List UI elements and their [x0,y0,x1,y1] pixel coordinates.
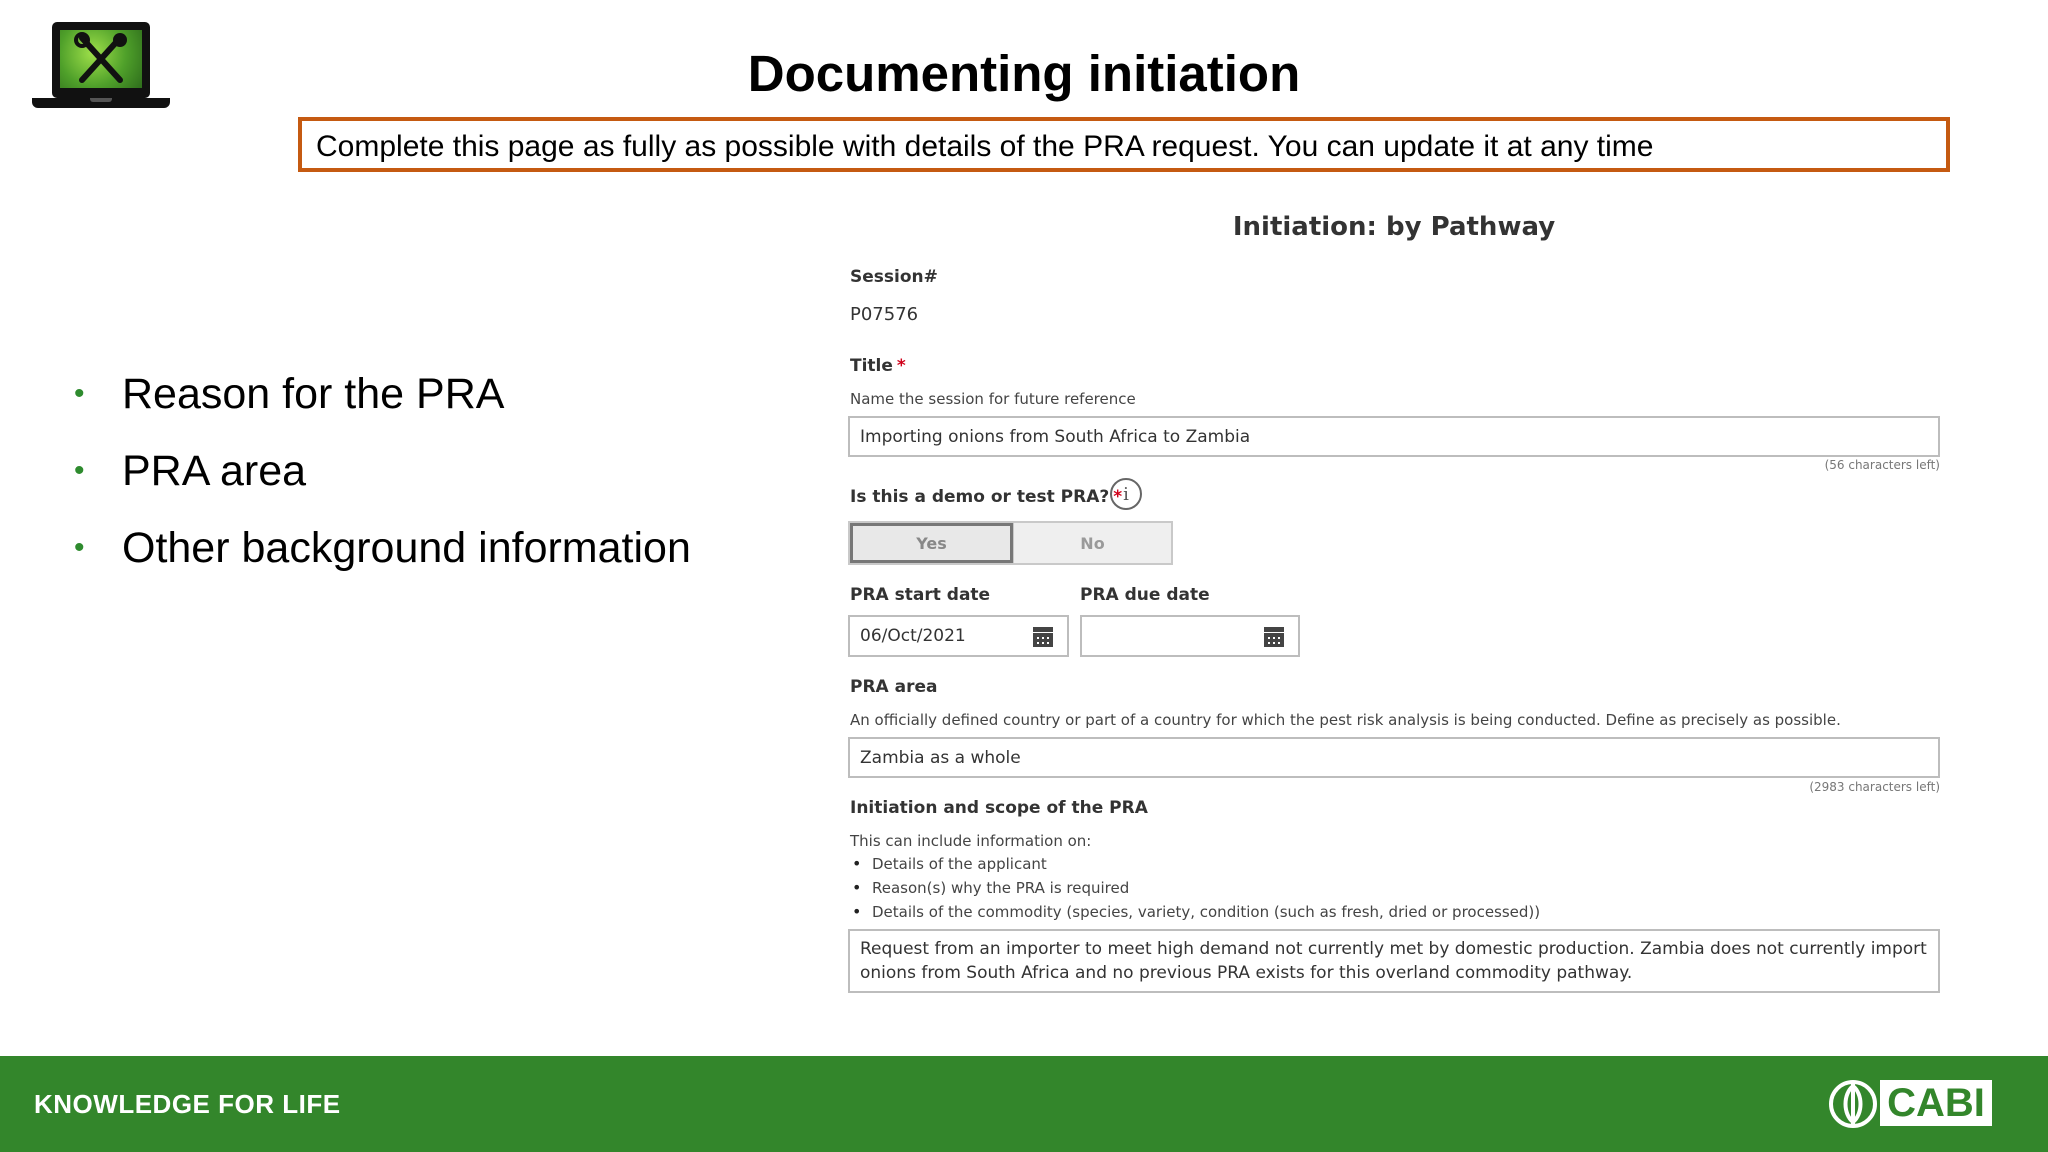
title-hint: Name the session for future reference [850,390,1136,408]
bullet-item [74,522,691,599]
session-label: Session# [850,267,938,287]
demo-label-text: Is this a demo or test PRA? [850,487,1110,507]
cabi-logo [1828,1080,1992,1128]
area-input[interactable] [848,737,1940,778]
title-char-count: (56 characters left) [1824,458,1940,472]
bullet-dot: • [74,531,85,564]
bullet-dot: • [74,454,85,487]
area-label: PRA area [850,677,938,697]
instruction-callout: Complete this page as fully as possible with details of the PRA request. You can update it at any time [298,117,1950,172]
bullet-item [74,445,691,522]
required-marker: * [896,356,906,376]
start-date-label: PRA start date [850,585,991,605]
session-value: P07576 [850,304,919,325]
calendar-icon[interactable] [1264,625,1284,647]
slide-title: Documenting initiation [747,45,1301,102]
scope-textarea[interactable]: Request from an importer to meet high demand not currently met by domestic production. Zambia does not currently import onions from South Africa and no previous PRA exists for this overland commodity pathway. [848,929,1940,993]
bullet-list [74,368,691,599]
start-date-value: 06/Oct/2021 [860,626,966,646]
due-date-label: PRA due date [1080,585,1210,605]
info-icon[interactable]: i [1110,478,1142,510]
bullet-text: PRA area [122,447,307,495]
required-marker: * [1113,487,1123,507]
bullet-dot: • [74,377,85,410]
demo-label [850,487,1122,507]
scope-list [850,852,1540,924]
demo-yes-button[interactable]: Yes [850,523,1013,563]
bullet-text: Other background information [122,524,691,572]
title-label-text: Title [850,356,893,376]
area-input-value: Zambia as a whole [860,747,1021,768]
bullet-text: Reason for the PRA [122,370,505,418]
bullet-item [74,368,691,445]
start-date-input[interactable] [848,615,1069,657]
cabi-mark-icon [1828,1080,1878,1128]
scope-hint: This can include information on: [850,832,1092,850]
initiation-form [848,200,1940,1000]
scope-item: • Reason(s) why the PRA is required [850,876,1540,900]
scope-item: • Details of the commodity (species, variety, condition (such as fresh, dried or processed)) [850,900,1540,924]
title-label [850,356,906,376]
area-hint: An officially defined country or part of a country for which the pest risk analysis is being conducted. Define as precisely as possible. [850,711,1841,729]
scope-item: • Details of the applicant [850,852,1540,876]
demo-toggle [848,521,1173,565]
area-char-count: (2983 characters left) [1809,780,1940,794]
scope-label: Initiation and scope of the PRA [850,798,1148,818]
form-heading: Initiation: by Pathway [1232,212,1556,242]
due-date-input[interactable] [1080,615,1300,657]
demo-no-button[interactable]: No [1013,523,1171,563]
cabi-logo-text: CABI [1880,1080,1992,1126]
calendar-icon[interactable] [1033,625,1053,647]
title-input-value: Importing onions from South Africa to Zambia [860,426,1251,447]
footer-tagline: KNOWLEDGE FOR LIFE [34,1089,341,1119]
title-input[interactable] [848,416,1940,457]
footer-bar [0,1056,2048,1152]
